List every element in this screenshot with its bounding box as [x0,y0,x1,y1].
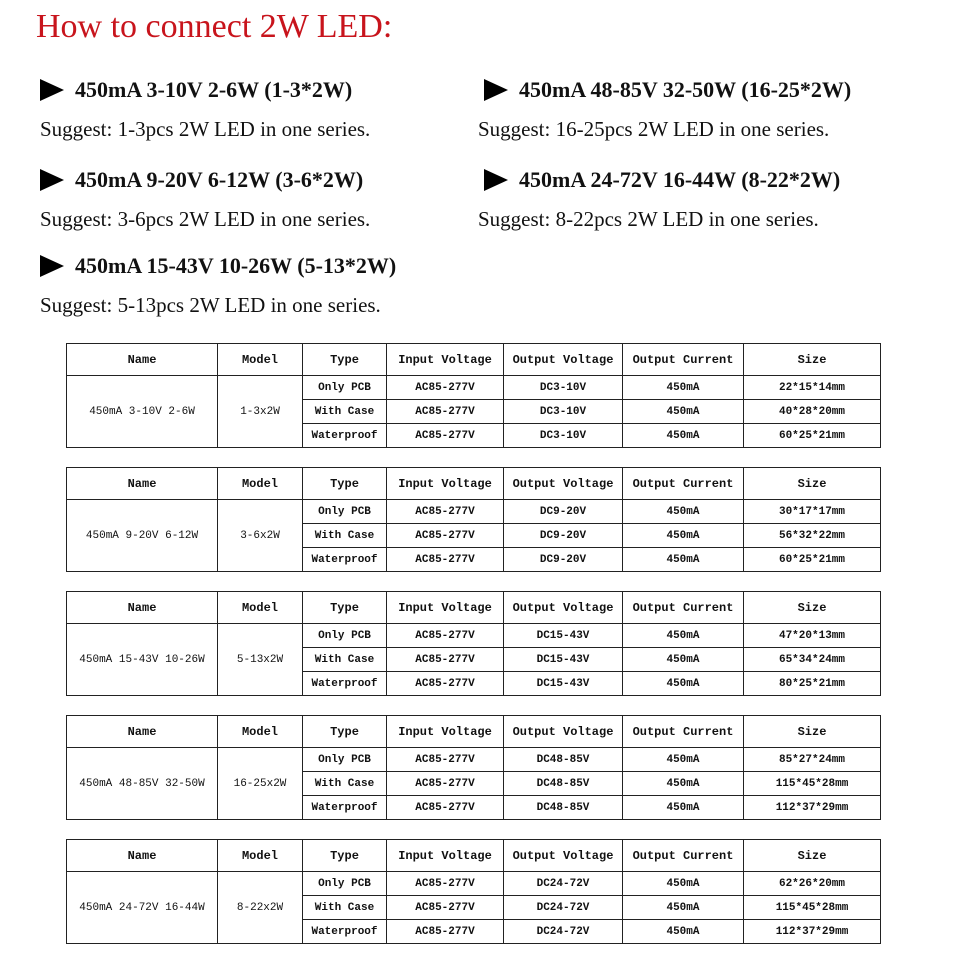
output-voltage-cell: DC48-85V [504,772,623,796]
col-header-size: Size [744,344,881,376]
col-header-size: Size [744,592,881,624]
output-voltage-cell: DC9-20V [504,500,623,524]
input-voltage-cell: AC85-277V [387,672,504,696]
col-header-input-voltage: Input Voltage [387,344,504,376]
type-cell: Waterproof [303,796,387,820]
product-model: 8-22x2W [218,872,303,944]
page-title: How to connect 2W LED: [36,8,393,45]
table-header-row [67,344,881,376]
col-header-output-current: Output Current [623,716,744,748]
type-cell: With Case [303,772,387,796]
col-header-model: Model [218,716,303,748]
col-header-output-voltage: Output Voltage [504,840,623,872]
input-voltage-cell: AC85-277V [387,748,504,772]
input-voltage-cell: AC85-277V [387,896,504,920]
col-header-name: Name [67,468,218,500]
size-cell: 112*37*29mm [744,796,881,820]
col-header-name: Name [67,716,218,748]
size-cell: 85*27*24mm [744,748,881,772]
arrow-right-icon [40,169,64,191]
output-voltage-cell: DC48-85V [504,796,623,820]
input-voltage-cell: AC85-277V [387,772,504,796]
output-current-cell: 450mA [623,624,744,648]
output-voltage-cell: DC3-10V [504,424,623,448]
output-voltage-cell: DC3-10V [504,376,623,400]
output-voltage-cell: DC15-43V [504,624,623,648]
table-row [67,376,881,400]
spec-suggestion: Suggest: 8-22pcs 2W LED in one series. [478,207,819,231]
output-voltage-cell: DC15-43V [504,672,623,696]
spec-heading: 450mA 48-85V 32-50W (16-25*2W) [519,77,852,102]
size-cell: 115*45*28mm [744,896,881,920]
spec-heading: 450mA 24-72V 16-44W (8-22*2W) [519,167,841,192]
output-voltage-cell: DC24-72V [504,920,623,944]
table-header-row [67,468,881,500]
output-current-cell: 450mA [623,896,744,920]
col-header-type: Type [303,344,387,376]
input-voltage-cell: AC85-277V [387,524,504,548]
size-cell: 56*32*22mm [744,524,881,548]
output-voltage-cell: DC48-85V [504,748,623,772]
col-header-size: Size [744,468,881,500]
col-header-model: Model [218,592,303,624]
spec-table [66,839,881,944]
col-header-input-voltage: Input Voltage [387,468,504,500]
output-current-cell: 450mA [623,524,744,548]
size-cell: 80*25*21mm [744,672,881,696]
type-cell: Only PCB [303,376,387,400]
input-voltage-cell: AC85-277V [387,648,504,672]
arrow-right-icon [484,79,508,101]
spec-table [66,343,881,448]
spec-suggestion: Suggest: 5-13pcs 2W LED in one series. [40,293,381,317]
col-header-input-voltage: Input Voltage [387,716,504,748]
spec-block [478,166,841,232]
output-voltage-cell: DC15-43V [504,648,623,672]
product-model: 16-25x2W [218,748,303,820]
spec-suggestion: Suggest: 3-6pcs 2W LED in one series. [40,207,371,231]
output-current-cell: 450mA [623,772,744,796]
col-header-model: Model [218,468,303,500]
col-header-model: Model [218,840,303,872]
output-current-cell: 450mA [623,424,744,448]
col-header-name: Name [67,592,218,624]
output-current-cell: 450mA [623,500,744,524]
type-cell: With Case [303,400,387,424]
input-voltage-cell: AC85-277V [387,376,504,400]
col-header-size: Size [744,840,881,872]
spec-block [40,252,396,318]
table-row [67,500,881,524]
spec-table [66,467,881,572]
input-voltage-cell: AC85-277V [387,624,504,648]
output-current-cell: 450mA [623,376,744,400]
spec-suggestion: Suggest: 1-3pcs 2W LED in one series. [40,117,371,141]
size-cell: 112*37*29mm [744,920,881,944]
col-header-type: Type [303,468,387,500]
size-cell: 62*26*20mm [744,872,881,896]
input-voltage-cell: AC85-277V [387,424,504,448]
spec-heading: 450mA 3-10V 2-6W (1-3*2W) [75,77,353,102]
output-voltage-cell: DC3-10V [504,400,623,424]
product-name: 450mA 48-85V 32-50W [67,748,218,820]
arrow-right-icon [40,255,64,277]
input-voltage-cell: AC85-277V [387,400,504,424]
spec-table [66,591,881,696]
spec-block [478,76,852,142]
size-cell: 40*28*20mm [744,400,881,424]
col-header-input-voltage: Input Voltage [387,840,504,872]
spec-block [40,76,370,142]
output-current-cell: 450mA [623,748,744,772]
output-voltage-cell: DC24-72V [504,872,623,896]
input-voltage-cell: AC85-277V [387,500,504,524]
spec-suggestion: Suggest: 16-25pcs 2W LED in one series. [478,117,830,141]
input-voltage-cell: AC85-277V [387,548,504,572]
input-voltage-cell: AC85-277V [387,872,504,896]
col-header-type: Type [303,716,387,748]
output-current-cell: 450mA [623,920,744,944]
output-current-cell: 450mA [623,672,744,696]
size-cell: 47*20*13mm [744,624,881,648]
output-current-cell: 450mA [623,648,744,672]
product-name: 450mA 3-10V 2-6W [67,376,218,448]
col-header-output-current: Output Current [623,468,744,500]
product-model: 3-6x2W [218,500,303,572]
col-header-output-current: Output Current [623,840,744,872]
type-cell: Only PCB [303,748,387,772]
col-header-input-voltage: Input Voltage [387,592,504,624]
spec-table [66,715,881,820]
type-cell: With Case [303,524,387,548]
col-header-type: Type [303,840,387,872]
table-row [67,624,881,648]
table-header-row [67,592,881,624]
col-header-output-voltage: Output Voltage [504,344,623,376]
type-cell: Only PCB [303,500,387,524]
output-voltage-cell: DC9-20V [504,524,623,548]
type-cell: Waterproof [303,672,387,696]
col-header-name: Name [67,840,218,872]
col-header-output-voltage: Output Voltage [504,716,623,748]
col-header-name: Name [67,344,218,376]
col-header-output-current: Output Current [623,592,744,624]
col-header-output-voltage: Output Voltage [504,468,623,500]
col-header-output-current: Output Current [623,344,744,376]
product-name: 450mA 15-43V 10-26W [67,624,218,696]
output-current-cell: 450mA [623,548,744,572]
type-cell: Only PCB [303,624,387,648]
output-voltage-cell: DC9-20V [504,548,623,572]
product-model: 1-3x2W [218,376,303,448]
type-cell: Waterproof [303,548,387,572]
spec-heading: 450mA 15-43V 10-26W (5-13*2W) [75,253,397,278]
product-name: 450mA 24-72V 16-44W [67,872,218,944]
output-current-cell: 450mA [623,796,744,820]
product-model: 5-13x2W [218,624,303,696]
arrow-right-icon [40,79,64,101]
spec-block [40,166,370,232]
type-cell: With Case [303,648,387,672]
size-cell: 60*25*21mm [744,548,881,572]
output-current-cell: 450mA [623,872,744,896]
output-current-cell: 450mA [623,400,744,424]
type-cell: With Case [303,896,387,920]
output-voltage-cell: DC24-72V [504,896,623,920]
size-cell: 65*34*24mm [744,648,881,672]
input-voltage-cell: AC85-277V [387,796,504,820]
col-header-type: Type [303,592,387,624]
col-header-output-voltage: Output Voltage [504,592,623,624]
col-header-model: Model [218,344,303,376]
type-cell: Waterproof [303,424,387,448]
table-header-row [67,716,881,748]
type-cell: Waterproof [303,920,387,944]
product-name: 450mA 9-20V 6-12W [67,500,218,572]
table-header-row [67,840,881,872]
arrow-right-icon [484,169,508,191]
table-row [67,872,881,896]
spec-heading: 450mA 9-20V 6-12W (3-6*2W) [75,167,364,192]
size-cell: 60*25*21mm [744,424,881,448]
table-row [67,748,881,772]
size-cell: 22*15*14mm [744,376,881,400]
size-cell: 115*45*28mm [744,772,881,796]
col-header-size: Size [744,716,881,748]
size-cell: 30*17*17mm [744,500,881,524]
type-cell: Only PCB [303,872,387,896]
input-voltage-cell: AC85-277V [387,920,504,944]
